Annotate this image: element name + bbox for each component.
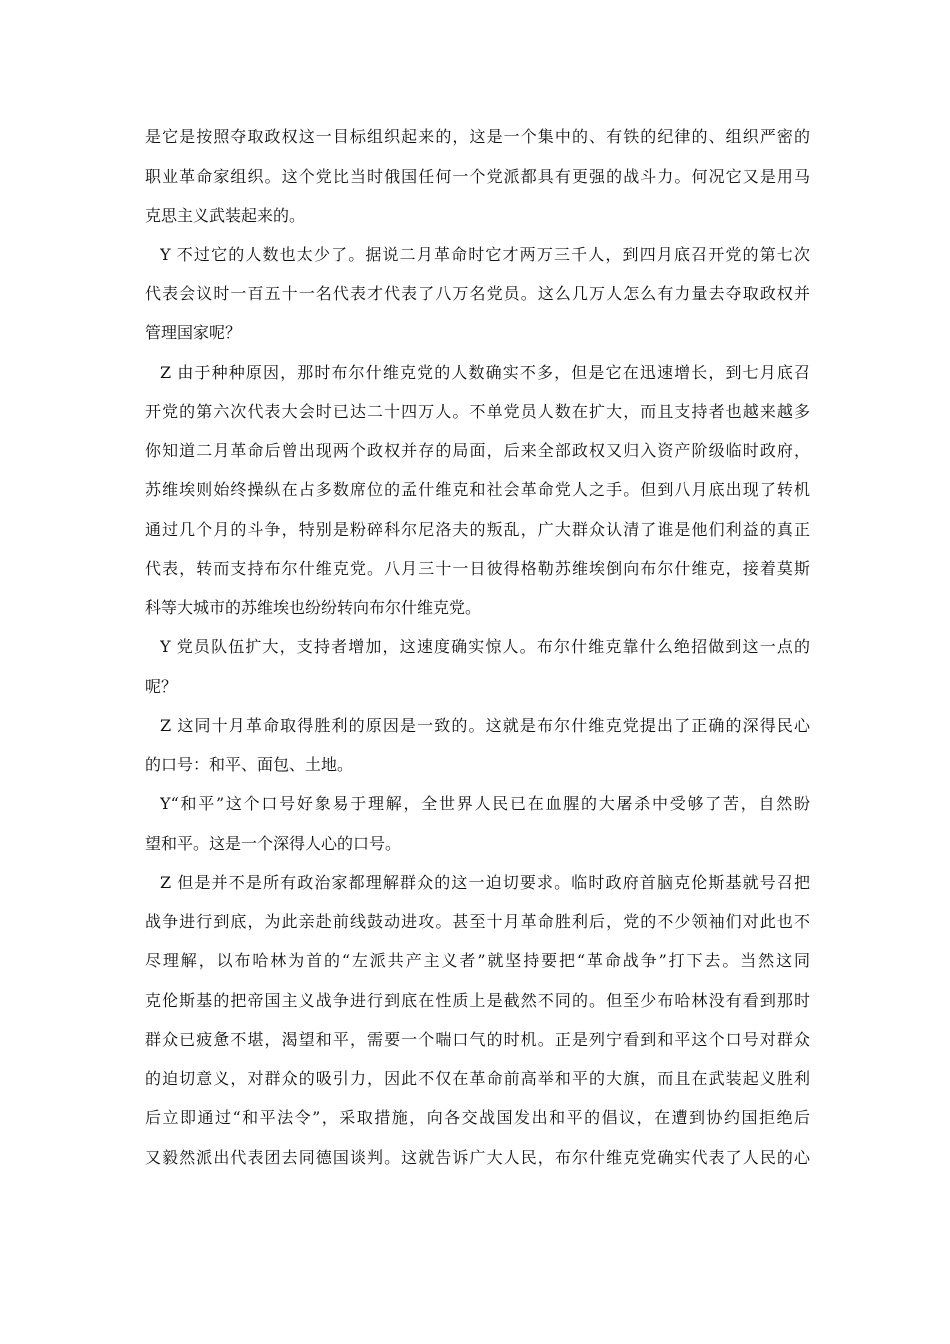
- text-line: 是它是按照夺取政权这一目标组织起来的，这是一个集中的、有铁的纪律的、组织严密的: [145, 127, 810, 146]
- text-line: 的迫切意义，对群众的吸引力，因此不仅在革命前高举和平的大旗，而且在武装起义胜利: [145, 1069, 810, 1088]
- text-line: 又毅然派出代表团去同德国谈判。这就告诉广大人民，布尔什维克党确实代表了人民的心: [145, 1148, 810, 1167]
- text-line: 望和平。这是一个深得人心的口号。: [145, 834, 402, 853]
- text-line: 代表会议时一百五十一名代表才代表了八万名党员。这么几万人怎么有力量去夺取政权并: [145, 284, 810, 303]
- text-line: Y“和平”这个口号好象易于理解，全世界人民已在血腥的大屠杀中受够了苦，自然盼: [160, 794, 810, 813]
- text-line: 代表，转而支持布尔什维克党。八月三十一日彼得格勒苏维埃倒向布尔什维克，接着莫斯: [145, 559, 810, 578]
- text-line: 科等大城市的苏维埃也纷纷转向布尔什维克党。: [145, 598, 482, 617]
- text-line: 职业革命家组织。这个党比当时俄国任何一个党派都具有更强的战斗力。何况它又是用马: [145, 167, 810, 186]
- text-line: 你知道二月革命后曾出现两个政权并存的局面，后来全部政权又归入资产阶级临时政府，: [145, 441, 810, 460]
- text-line: 克思主义武装起来的。: [145, 206, 306, 225]
- text-line: Z 但是并不是所有政治家都理解群众的这一迫切要求。临时政府首脑克伦斯基就号召把: [160, 873, 810, 892]
- text-line: 克伦斯基的把帝国主义战争进行到底在性质上是截然不同的。但至少布哈林没有看到那时: [145, 991, 810, 1010]
- text-line: 战争进行到底，为此亲赴前线鼓动进攻。甚至十月革命胜利后，党的不少领袖们对此也不: [145, 912, 810, 931]
- text-line: Z 由于种种原因，那时布尔什维克党的人数确实不多，但是它在迅速增长，到七月底召: [160, 363, 810, 382]
- text-line: Y 党员队伍扩大，支持者增加，这速度确实惊人。布尔什维克靠什么绝招做到这一点的: [160, 637, 810, 656]
- text-line: 群众已疲惫不堪，渴望和平，需要一个喘口气的时机。正是列宁看到和平这个口号对群众: [145, 1030, 810, 1049]
- text-line: 苏维埃则始终操纵在占多数席位的孟什维克和社会革命党人之手。但到八月底出现了转机: [145, 480, 810, 499]
- text-line: 的口号：和平、面包、土地。: [145, 755, 354, 774]
- text-line: Z 这同十月革命取得胜利的原因是一致的。这就是布尔什维克党提出了正确的深得民心: [160, 716, 810, 735]
- text-line: 后立即通过“和平法令”，采取措施，向各交战国发出和平的倡议，在遭到协约国拒绝后: [145, 1108, 810, 1127]
- text-line: 开党的第六次代表大会时已达二十四万人。不单党员人数在扩大，而且支持者也越来越多: [145, 402, 810, 421]
- text-line: Y 不过它的人数也太少了。据说二月革命时它才两万三千人，到四月底召开党的第七次: [160, 245, 810, 264]
- text-line: 管理国家呢？: [145, 323, 242, 342]
- text-line: 呢？: [145, 677, 178, 696]
- text-line: 通过几个月的斗争，特别是粉碎科尔尼洛夫的叛乱，广大群众认清了谁是他们利益的真正: [145, 520, 810, 539]
- text-line: 尽理解，以布哈林为首的“左派共产主义者”就坚持要把“革命战争”打下去。当然这同: [145, 951, 810, 970]
